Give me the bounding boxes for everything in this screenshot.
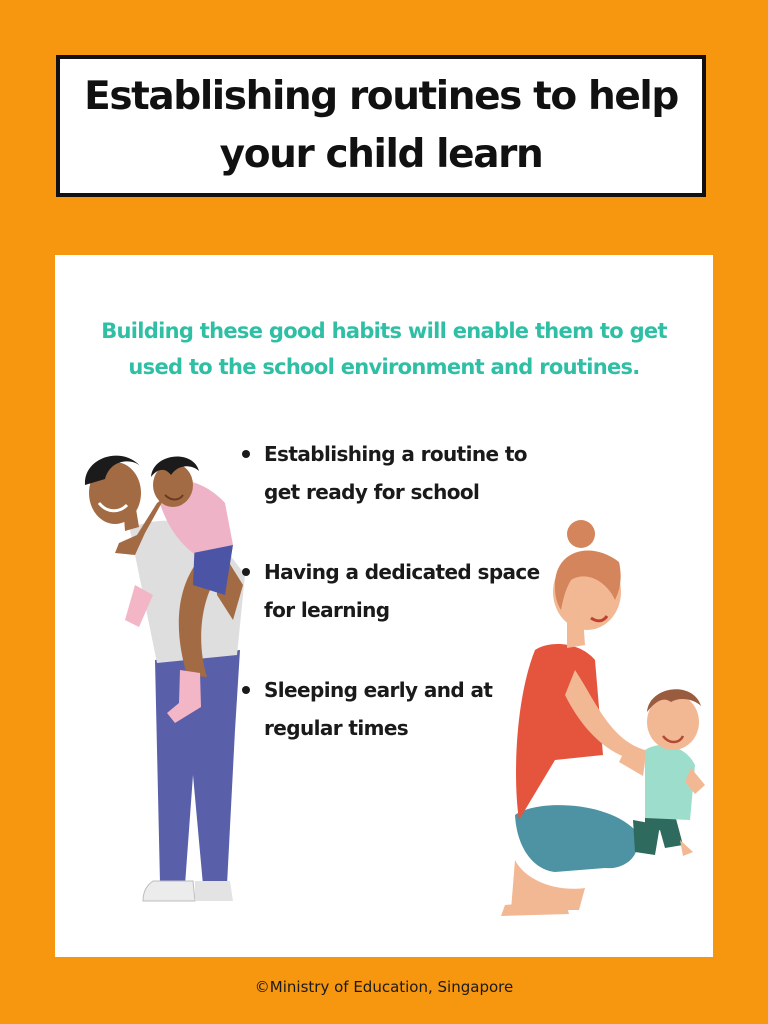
content-card [55,255,713,957]
mother-with-toddler-illustration [495,500,705,925]
habit-text: Establishing a routine to get ready for school [264,442,527,504]
copyright-footer: ©Ministry of Education, Singapore [254,978,514,996]
page-title: Establishing routines to help your child learn [84,74,678,177]
habit-text: Having a dedicated space for learning [264,560,540,622]
bullet-icon [242,686,250,694]
bullet-icon [242,450,250,458]
title-box [56,55,706,197]
bullet-icon [242,568,250,576]
habit-text: Sleeping early and at regular times [264,678,493,740]
father-piggyback-child-illustration [75,445,255,925]
subtitle: Building these good habits will enable them to get used to the school environment and routines. [101,319,667,379]
